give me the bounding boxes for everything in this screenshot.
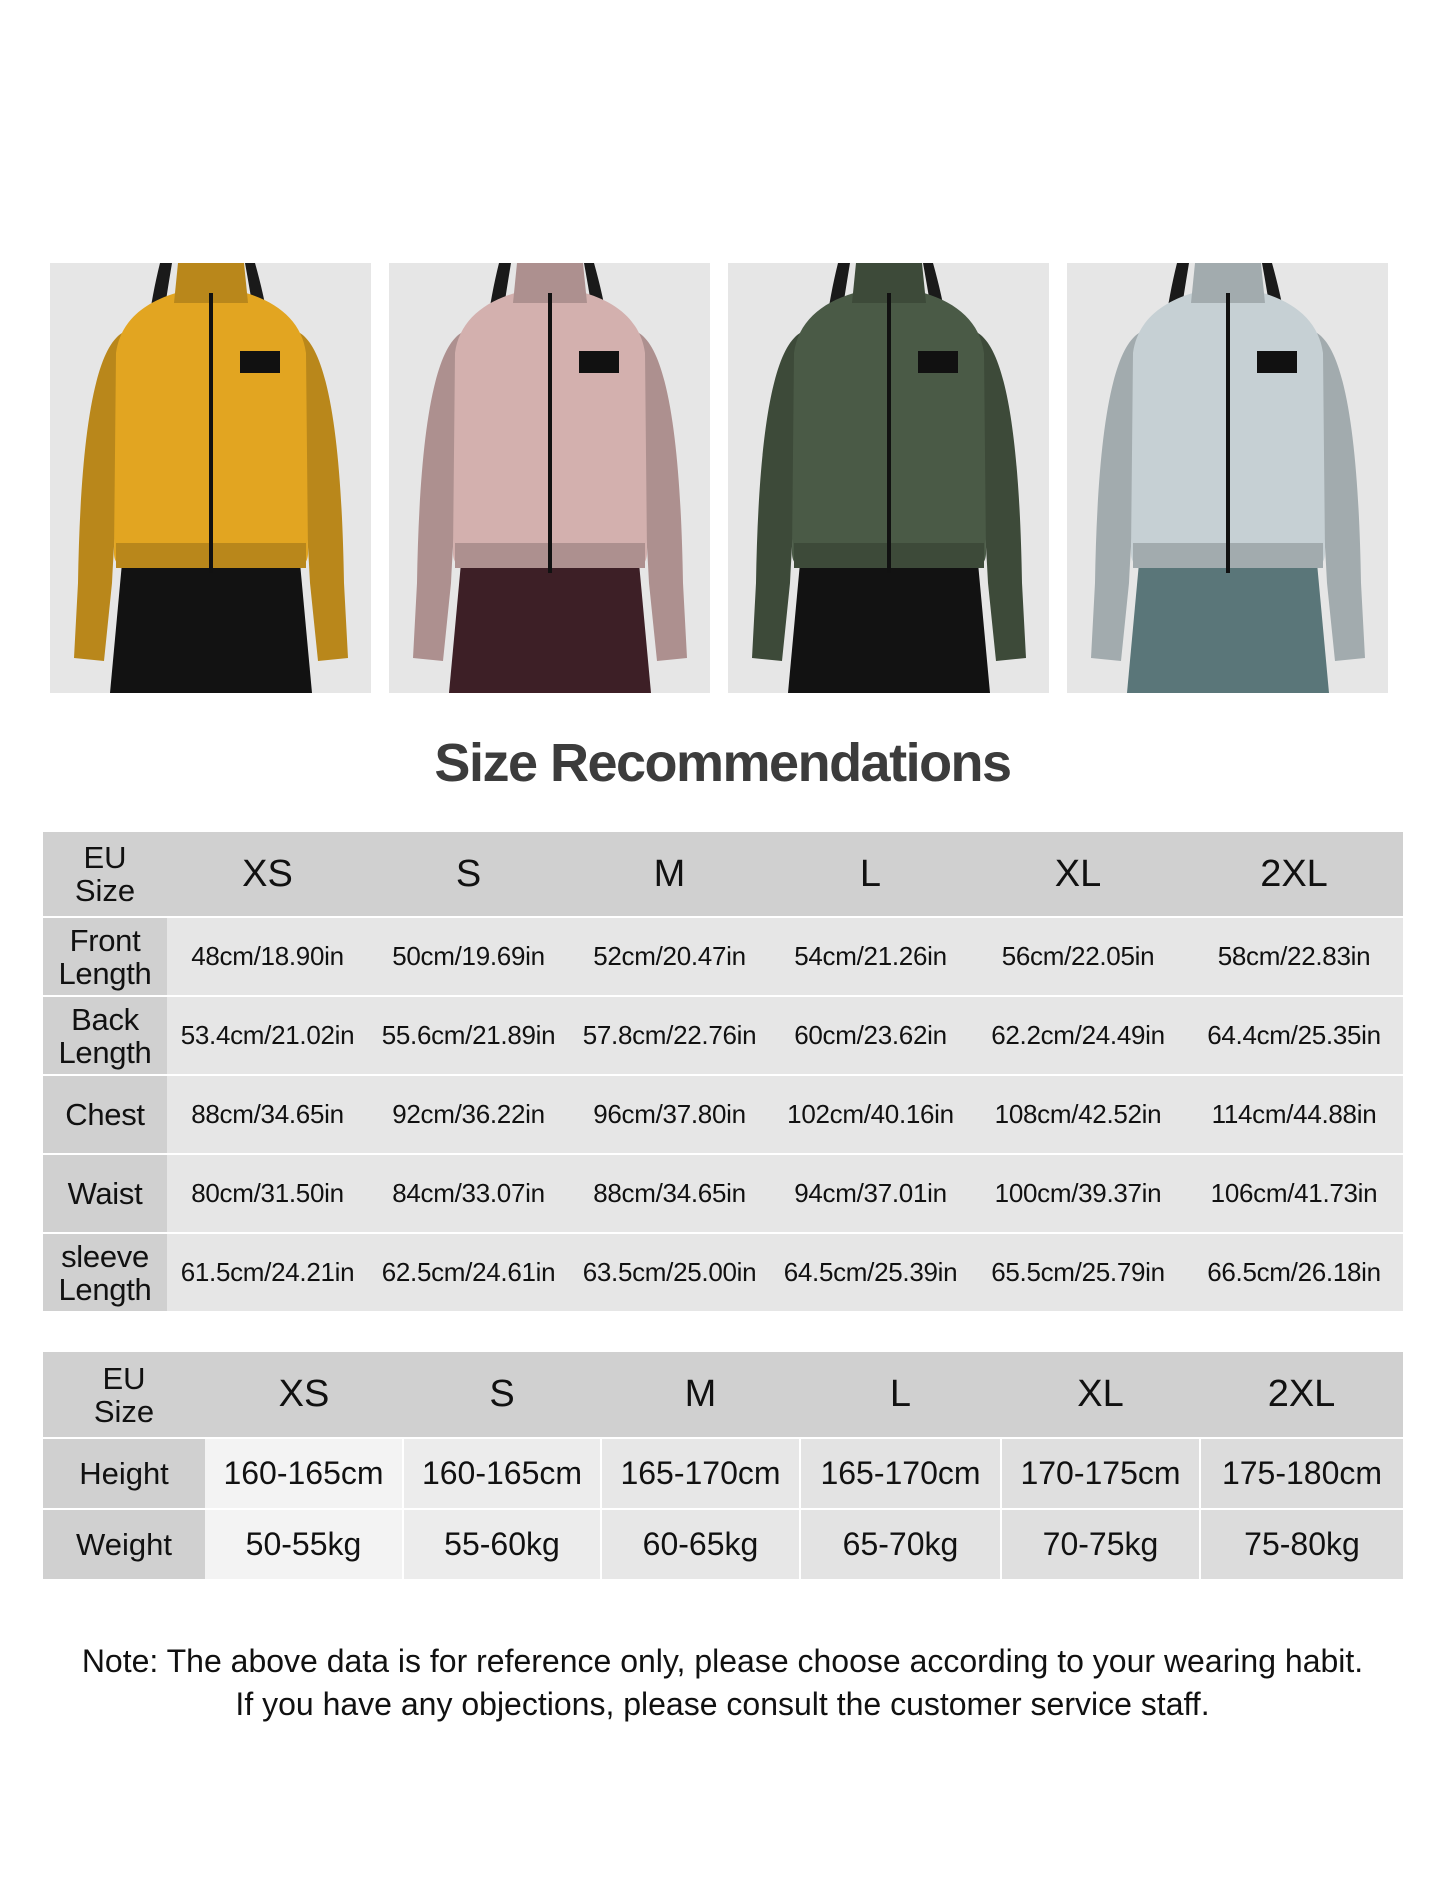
table-cell: 55.6cm/21.89in [368, 996, 569, 1075]
table-row [43, 1438, 1403, 1509]
table-cell: 48cm/18.90in [167, 917, 368, 996]
table-cell: 84cm/33.07in [368, 1154, 569, 1233]
jacket-zipper [548, 293, 552, 573]
table-cell: 92cm/36.22in [368, 1075, 569, 1154]
table-cell: 106cm/41.73in [1185, 1154, 1403, 1233]
table-row [43, 1154, 1403, 1233]
size-header-xs: XS [205, 1352, 403, 1438]
table-cell: 52cm/20.47in [569, 917, 770, 996]
table-row [43, 1509, 1403, 1580]
size-header-l: L [770, 832, 971, 917]
size-header-l: L [800, 1352, 1001, 1438]
table-cell: 175-180cm [1200, 1438, 1403, 1509]
table-cell: 165-170cm [800, 1438, 1001, 1509]
table-cell: 58cm/22.83in [1185, 917, 1403, 996]
table-cell: 170-175cm [1001, 1438, 1200, 1509]
pants [449, 563, 651, 693]
table-cell: 62.2cm/24.49in [971, 996, 1185, 1075]
jacket-illustration [50, 263, 371, 693]
jacket-illustration [389, 263, 710, 693]
row-label: Weight [43, 1509, 205, 1580]
table-cell: 61.5cm/24.21in [167, 1233, 368, 1312]
row-label: Waist [43, 1154, 167, 1233]
table-cell: 60cm/23.62in [770, 996, 971, 1075]
table-cell: 56cm/22.05in [971, 917, 1185, 996]
pants [110, 563, 312, 693]
product-photo-grey [1067, 263, 1388, 693]
size-header-xl: XL [1001, 1352, 1200, 1438]
jacket-zipper [1226, 293, 1230, 573]
body-size-table [43, 1352, 1403, 1581]
page-title: Size Recommendations [434, 733, 1011, 793]
table-row [43, 917, 1403, 996]
table-cell: 96cm/37.80in [569, 1075, 770, 1154]
table-cell: 88cm/34.65in [167, 1075, 368, 1154]
size-label: Size [74, 873, 136, 908]
table-cell: 50-55kg [205, 1509, 403, 1580]
size-header-row [43, 832, 1403, 917]
jacket-zipper [209, 293, 213, 573]
row-label: sleeve Length [43, 1233, 167, 1312]
product-photo-yellow [50, 263, 371, 693]
jacket-illustration [1067, 263, 1388, 693]
product-photo-pink [389, 263, 710, 693]
row-label: Height [43, 1438, 205, 1509]
table-cell: 65.5cm/25.79in [971, 1233, 1185, 1312]
eu-label: EU [102, 1360, 146, 1396]
size-header-s: S [403, 1352, 601, 1438]
note-line: If you have any objections, please consult the customer service staff. [235, 1686, 1210, 1722]
table-cell: 50cm/19.69in [368, 917, 569, 996]
table-cell: 88cm/34.65in [569, 1154, 770, 1233]
table-cell: 66.5cm/26.18in [1185, 1233, 1403, 1312]
size-header-2xl: 2XL [1185, 832, 1403, 917]
pants [1127, 563, 1329, 693]
table-cell: 63.5cm/25.00in [569, 1233, 770, 1312]
table-row [43, 1233, 1403, 1312]
table-cell: 108cm/42.52in [971, 1075, 1185, 1154]
size-header-row [43, 1352, 1403, 1438]
table-cell: 57.8cm/22.76in [569, 996, 770, 1075]
table-cell: 62.5cm/24.61in [368, 1233, 569, 1312]
table-cell: 75-80kg [1200, 1509, 1403, 1580]
table-cell: 160-165cm [205, 1438, 403, 1509]
table-cell: 165-170cm [601, 1438, 800, 1509]
size-header-m: M [569, 832, 770, 917]
table-cell: 102cm/40.16in [770, 1075, 971, 1154]
jacket-illustration [728, 263, 1049, 693]
row-label: Chest [43, 1075, 167, 1154]
size-label: Size [93, 1393, 155, 1429]
table-cell: 160-165cm [403, 1438, 601, 1509]
size-header-xs: XS [167, 832, 368, 917]
table-cell: 70-75kg [1001, 1509, 1200, 1580]
table-cell: 100cm/39.37in [971, 1154, 1185, 1233]
table-cell: 94cm/37.01in [770, 1154, 971, 1233]
chest-label [1257, 351, 1297, 373]
jacket-zipper [887, 293, 891, 573]
eu-size-header [43, 832, 167, 917]
table-cell: 80cm/31.50in [167, 1154, 368, 1233]
size-header-m: M [601, 1352, 800, 1438]
row-label: Back Length [43, 996, 167, 1075]
product-photo-green [728, 263, 1049, 693]
eu-label: EU [83, 840, 127, 875]
table-cell: 65-70kg [800, 1509, 1001, 1580]
size-header-2xl: 2XL [1200, 1352, 1403, 1438]
table-row [43, 996, 1403, 1075]
garment-measurement-table [43, 832, 1403, 1313]
note-line: Note: The above data is for reference only, please choose according to your wearing habit. [81, 1643, 1364, 1679]
product-photos [50, 263, 1385, 693]
table-cell: 114cm/44.88in [1185, 1075, 1403, 1154]
table-row [43, 1075, 1403, 1154]
pants [788, 563, 990, 693]
size-header-xl: XL [971, 832, 1185, 917]
table-cell: 55-60kg [403, 1509, 601, 1580]
table-cell: 54cm/21.26in [770, 917, 971, 996]
table-cell: 64.5cm/25.39in [770, 1233, 971, 1312]
table-cell: 53.4cm/21.02in [167, 996, 368, 1075]
chest-label [579, 351, 619, 373]
chest-label [240, 351, 280, 373]
size-header-s: S [368, 832, 569, 917]
eu-size-header [43, 1352, 205, 1438]
reference-note [0, 1640, 1445, 1726]
table-cell: 60-65kg [601, 1509, 800, 1580]
table-cell: 64.4cm/25.35in [1185, 996, 1403, 1075]
chest-label [918, 351, 958, 373]
row-label: Front Length [43, 917, 167, 996]
